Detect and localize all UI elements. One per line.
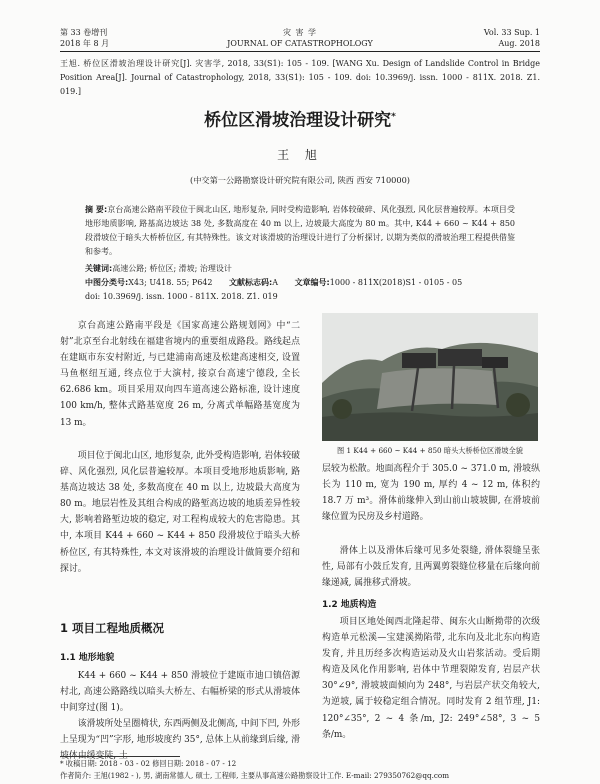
author: 王 旭 — [277, 148, 323, 162]
abstract-text: 京台高速公路南平段位于闽北山区, 地形复杂, 同时受构造影响, 岩体较破碎、风化强烈, 风化层普遍较厚。本项目受地形地质影响, 路基高边坡达 38 处, 多数高度在 40 m 以上, 边坡最大高度为 80 m。其中, K44 + 660 ~ K44 + 850 段滑坡位于暗头大桥桥位区, 有其特殊性。该文对该滑坡的治理设计进行了分析探讨, 以期为类似的滑坡治理工程提供借鉴和参考。 — [85, 205, 515, 256]
intro-paragraph-1: 京台高速公路南平段是《国家高速公路规划网》中“二射”北京至台北射线在福建省境内的重要组成路段。路线起点在建瓯市东安村附近, 与已建浦南高速及松建高速相交, 设置马鱼枢纽互通, 终点位于大演村, 接京台高速宁德段, 全长 62.686 km。项目采用双向四车道高速公路标准, 设计速度 100 km/h, 整体式路基宽度 26 m, 分离式单幅路基宽度为 13 m。 — [60, 321, 300, 428]
article-no-label: 文章编号: — [294, 278, 330, 287]
abstract-label: 摘 要: — [85, 205, 108, 214]
clc-value: X43; U418. 55; P642 — [128, 278, 213, 287]
section-1-1-paragraph-1: K44 + 660 ~ K44 + 850 滑坡位于建瓯市迪口镇倍源村北, 高速公路路线以暗头大桥左、右幅桥梁的形式从滑坡体中间穿过(图 1)。 — [60, 671, 300, 714]
keywords-text: 高速公路; 桥位区; 滑坡; 治理设计 — [112, 264, 232, 273]
footnote-author: 作者简介: 王旭(1982 - ), 男, 湖南常德人, 硕士, 工程师, 主要从事高速公路勘察设计工作. E-mail: 279350762@qq.com — [60, 771, 450, 780]
section-1-2-paragraph-1: 项目区地处闽西北隆起带、闽东火山断拗带的次级构造单元松溪—宝建溪拗陷带, 北东向及北北东向构造发育, 并且历经多次构造运动及火山岩浆活动。受后期构造及风化作用影响, 岩体中节理裂隙发育, 岩层产状 30°∠9°, 滑坡坡面倾向为 248°, 与岩层产状交角较大, 为逆坡, 属于较稳定组合情况。同时发育 2 组节理, J1: 120°∠35°, 2 ~ 4 条/m, J2: 249°∠58°, 3 ~ 5 条/m。 — [322, 617, 540, 740]
keywords-label: 关键词: — [85, 264, 113, 273]
right-paragraph-1: 层较为松散。地面高程介于 305.0 ~ 371.0 m, 滑坡纵长为 110 m, 宽为 190 m, 厚约 4 ~ 12 m, 体积约 18.7 万 m³。滑体前缘伸入到山前山坡坡脚, 在滑坡前缘位置为民房及乡村道路。 — [322, 464, 540, 523]
section-1-1-heading: 1.1 地形地貌 — [60, 653, 115, 663]
footnote-received: * 收稿日期: 2018 - 03 - 02 修回日期: 2018 - 07 - 12 — [60, 759, 237, 768]
journal-name-cn: 灾 害 学 — [282, 28, 318, 37]
journal-name-en: JOURNAL OF CATASTROPHOLOGY — [227, 39, 373, 48]
figure-1-photo — [322, 313, 538, 441]
journal-date: 2018 年 8 月 — [60, 39, 110, 48]
abstract — [85, 203, 515, 259]
figure-1-caption: 图 1 K44 + 660 ~ K44 + 850 暗头大桥桥位区滑坡全貌 — [337, 446, 523, 455]
section-1-2-heading: 1.2 地质构造 — [322, 600, 377, 610]
landslide-photo-illustration — [322, 313, 538, 441]
doc-code-value: A — [272, 278, 279, 287]
clc-label: 中图分类号: — [85, 278, 129, 287]
article-no-value: 1000 - 811X(2018)S1 - 0105 - 05 — [329, 278, 463, 287]
right-paragraph-2: 滑体上以及滑体后缘可见多处裂缝, 滑体裂缝呈张性, 局部有小鼓丘发育, 且两翼剪裂缝位移量在后缘向前缘递减, 属推移式滑坡。 — [322, 546, 540, 589]
intro-paragraph-2: 项目位于闽北山区, 地形复杂, 此外受构造影响, 岩体较破碎、风化强烈, 风化层普遍较厚。本项目受地形地质影响, 路基高边坡达 38 处, 多数高度在 40 m 以上, 边坡最大高度为 80 m。地层岩性及其组合构成的路堑高边坡的地质差异性较大, 影响着路堑边坡的稳定, 对工程构成较大的危害隐患。其中, 本项目 K44 + 660 ~ K44 + 850 段滑坡位于暗头大桥桥位区, 有其特殊性, 本文对该滑坡的治理设计做简要介绍和探讨。 — [60, 451, 300, 574]
section-1-1-paragraph-2: 该滑坡所处呈圈椅状, 东西两侧及北侧高, 中间下凹, 外形上呈现为“凹”字形, 地形坡度约 35°, 总体上从前缘到后缘, 滑坡体由缓变陡, 土 — [60, 719, 300, 762]
journal-volume-en: Vol. 33 Sup. 1 — [483, 28, 540, 37]
title-footnote-mark: * — [391, 112, 396, 122]
journal-date-en: Aug. 2018 — [498, 39, 540, 48]
title-text: 桥位区滑坡治理设计研究 — [204, 110, 392, 131]
doc-code-label: 文献标志码: — [229, 278, 273, 287]
section-1-heading: 1 项目工程地质概况 — [60, 621, 165, 635]
footnote-rule — [60, 756, 180, 757]
keywords — [85, 262, 515, 276]
classification-line — [85, 276, 515, 290]
header-rule — [60, 51, 540, 52]
paper-title — [100, 106, 500, 132]
doi: doi: 10.3969/j. issn. 1000 - 811X. 2018. Z1. 019 — [85, 292, 278, 301]
journal-volume: 第 33 卷增刊 — [60, 28, 108, 37]
affiliation: (中交第一公路勘察设计研究院有限公司, 陕西 西安 710000) — [190, 175, 410, 185]
citation: 王旭. 桥位区滑坡治理设计研究[J]. 灾害学, 2018, 33(S1): 105 - 109. [WANG Xu. Design of Landslide Control in Bridge Position Area[J]. Journal of Catastrophology, 2018, 33(S1): 105 - 109. doi: 10.3969/j. issn. 1000 - 811X. 2018. Z1. 019.] — [60, 59, 540, 96]
